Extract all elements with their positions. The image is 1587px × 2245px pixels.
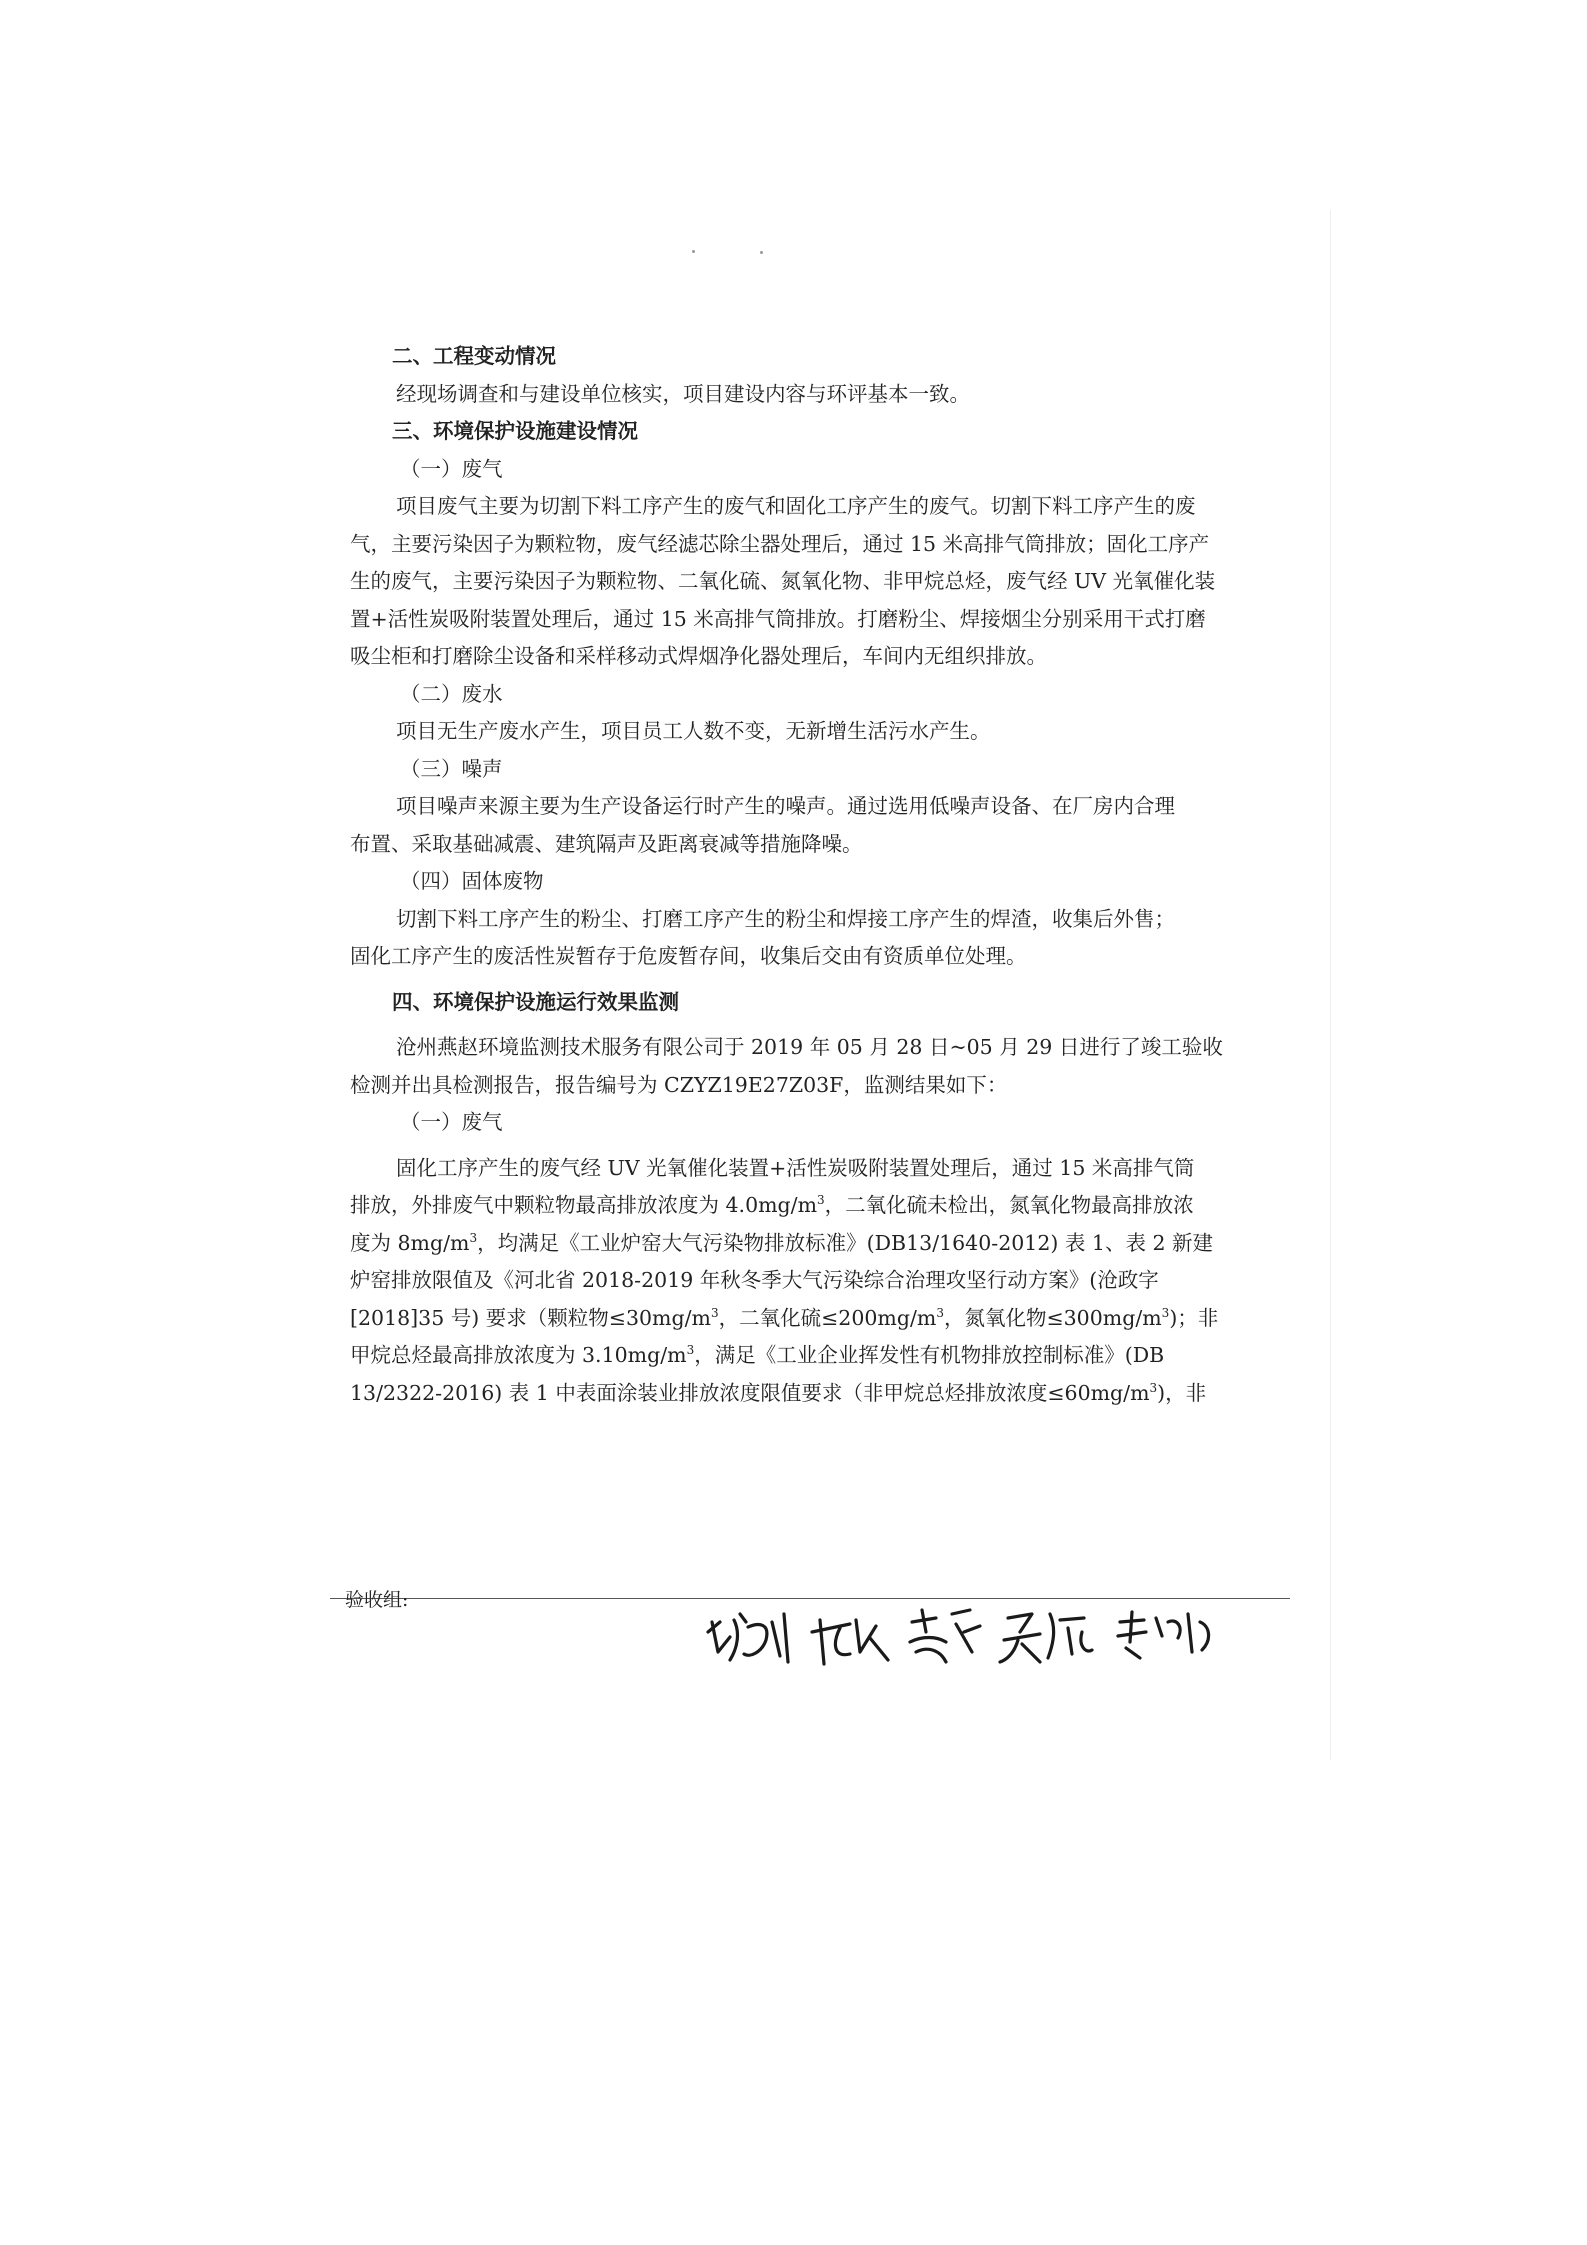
scan-speck xyxy=(760,251,763,254)
monitor-paragraph xyxy=(350,1029,1232,1104)
handwritten-signatures xyxy=(700,1592,1260,1682)
paragraph-line: 度为 $8mg/m^3$，均满足《工业炉窑大气污染物排放标准》(DB13/1640-2012) 表 1、表 2 新建 xyxy=(350,1230,1214,1255)
paragraph-line: 13/2322-2016) 表 1 中表面涂装业排放浓度限值要求（非甲烷总烃排放浓度$\le 60mg/m^3$)，非 xyxy=(350,1380,1207,1405)
signature-stroke xyxy=(1118,1612,1209,1658)
signature-stroke xyxy=(812,1620,888,1664)
scan-speck xyxy=(692,250,695,253)
scan-edge-line xyxy=(1330,210,1331,1760)
paragraph-line: 排放，外排废气中颗粒物最高排放浓度为 $4.0mg/m^3$，二氧化硫未检出，氮氧化物最高排放浓 xyxy=(350,1193,1194,1217)
signature-stroke xyxy=(708,1614,788,1662)
section-heading: 三、环境保护设施建设情况 xyxy=(392,419,638,443)
paragraph-line: 甲烷总烃最高排放浓度为 $3.10mg/m^3$，满足《工业企业挥发性有机物排放控制标准》(DB xyxy=(350,1343,1165,1367)
paragraph-line: 气，主要污染因子为颗粒物，废气经滤芯除尘器处理后，通过 15 米高排气筒排放；固化工序产 xyxy=(350,531,1210,556)
paragraph-line: 沧州燕赵环境监测技术服务有限公司于 2019 年 05 月 28 日~05 月 29 日进行了竣工验收 xyxy=(396,1035,1223,1059)
paragraph-line: 检测并出具检测报告，报告编号为 CZYZ19E27Z03F，监测结果如下： xyxy=(350,1072,1008,1097)
subsection-heading: （二）废水 xyxy=(400,681,503,706)
paragraph-line: [2018]35 号) 要求（颗粒物$\le 30mg/m^3$，二氧化硫$\le 200mg/m^3$，氮氧化物$\le 300mg/m^3$)；非 xyxy=(350,1305,1219,1330)
paragraph-line: 布置、采取基础减震、建筑隔声及距离衰减等措施降噪。 xyxy=(350,831,863,856)
gas-paragraph xyxy=(350,488,1232,676)
paragraph-line: 切割下料工序产生的粉尘、打磨工序产生的粉尘和焊接工序产生的焊渣，收集后外售； xyxy=(396,906,1175,931)
results-paragraph xyxy=(350,1150,1232,1413)
paragraph-line: 吸尘柜和打磨除尘设备和采样移动式焊烟净化器处理后，车间内无组织排放。 xyxy=(350,644,1047,668)
document-body xyxy=(350,338,1232,1412)
solid-paragraph xyxy=(350,901,1232,976)
signature-stroke xyxy=(910,1610,980,1662)
section-heading: 四、环境保护设施运行效果监测 xyxy=(392,989,679,1014)
signature-stroke xyxy=(1000,1614,1092,1662)
subsection-heading: （三）噪声 xyxy=(400,756,503,781)
acceptance-group-label: 验收组: xyxy=(345,1589,409,1611)
paragraph: 经现场调查和与建设单位核实，项目建设内容与环评基本一致。 xyxy=(396,381,970,406)
paragraph-line: 固化工序产生的废活性炭暂存于危废暂存间，收集后交由有资质单位处理。 xyxy=(350,944,1027,968)
paragraph-line: 炉窑排放限值及《河北省 2018-2019 年秋冬季大气污染综合治理攻坚行动方案》(沧政字 xyxy=(350,1268,1159,1292)
subsection-heading: （四）固体废物 xyxy=(400,869,544,893)
paragraph-line: 固化工序产生的废气经 UV 光氧催化装置+活性炭吸附装置处理后，通过 15 米高排气筒 xyxy=(396,1155,1195,1180)
paragraph-line: 项目废气主要为切割下料工序产生的废气和固化工序产生的废气。切割下料工序产生的废 xyxy=(396,494,1196,518)
subsection-heading: （一）废气 xyxy=(400,456,503,481)
paragraph-line: 置+活性炭吸附装置处理后，通过 15 米高排气筒排放。打磨粉尘、焊接烟尘分别采用干式打磨 xyxy=(350,606,1206,631)
paragraph-line: 生的废气，主要污染因子为颗粒物、二氧化硫、氮氧化物、非甲烷总烃，废气经 UV 光氧催化装 xyxy=(350,569,1216,593)
paragraph: 项目无生产废水产生，项目员工人数不变，无新增生活污水产生。 xyxy=(396,719,991,743)
paragraph-line: 项目噪声来源主要为生产设备运行时产生的噪声。通过选用低噪声设备、在厂房内合理 xyxy=(396,794,1175,818)
section-heading: 二、工程变动情况 xyxy=(392,344,556,368)
subsection-heading: （一）废气 xyxy=(400,1110,503,1134)
noise-paragraph xyxy=(350,788,1232,863)
